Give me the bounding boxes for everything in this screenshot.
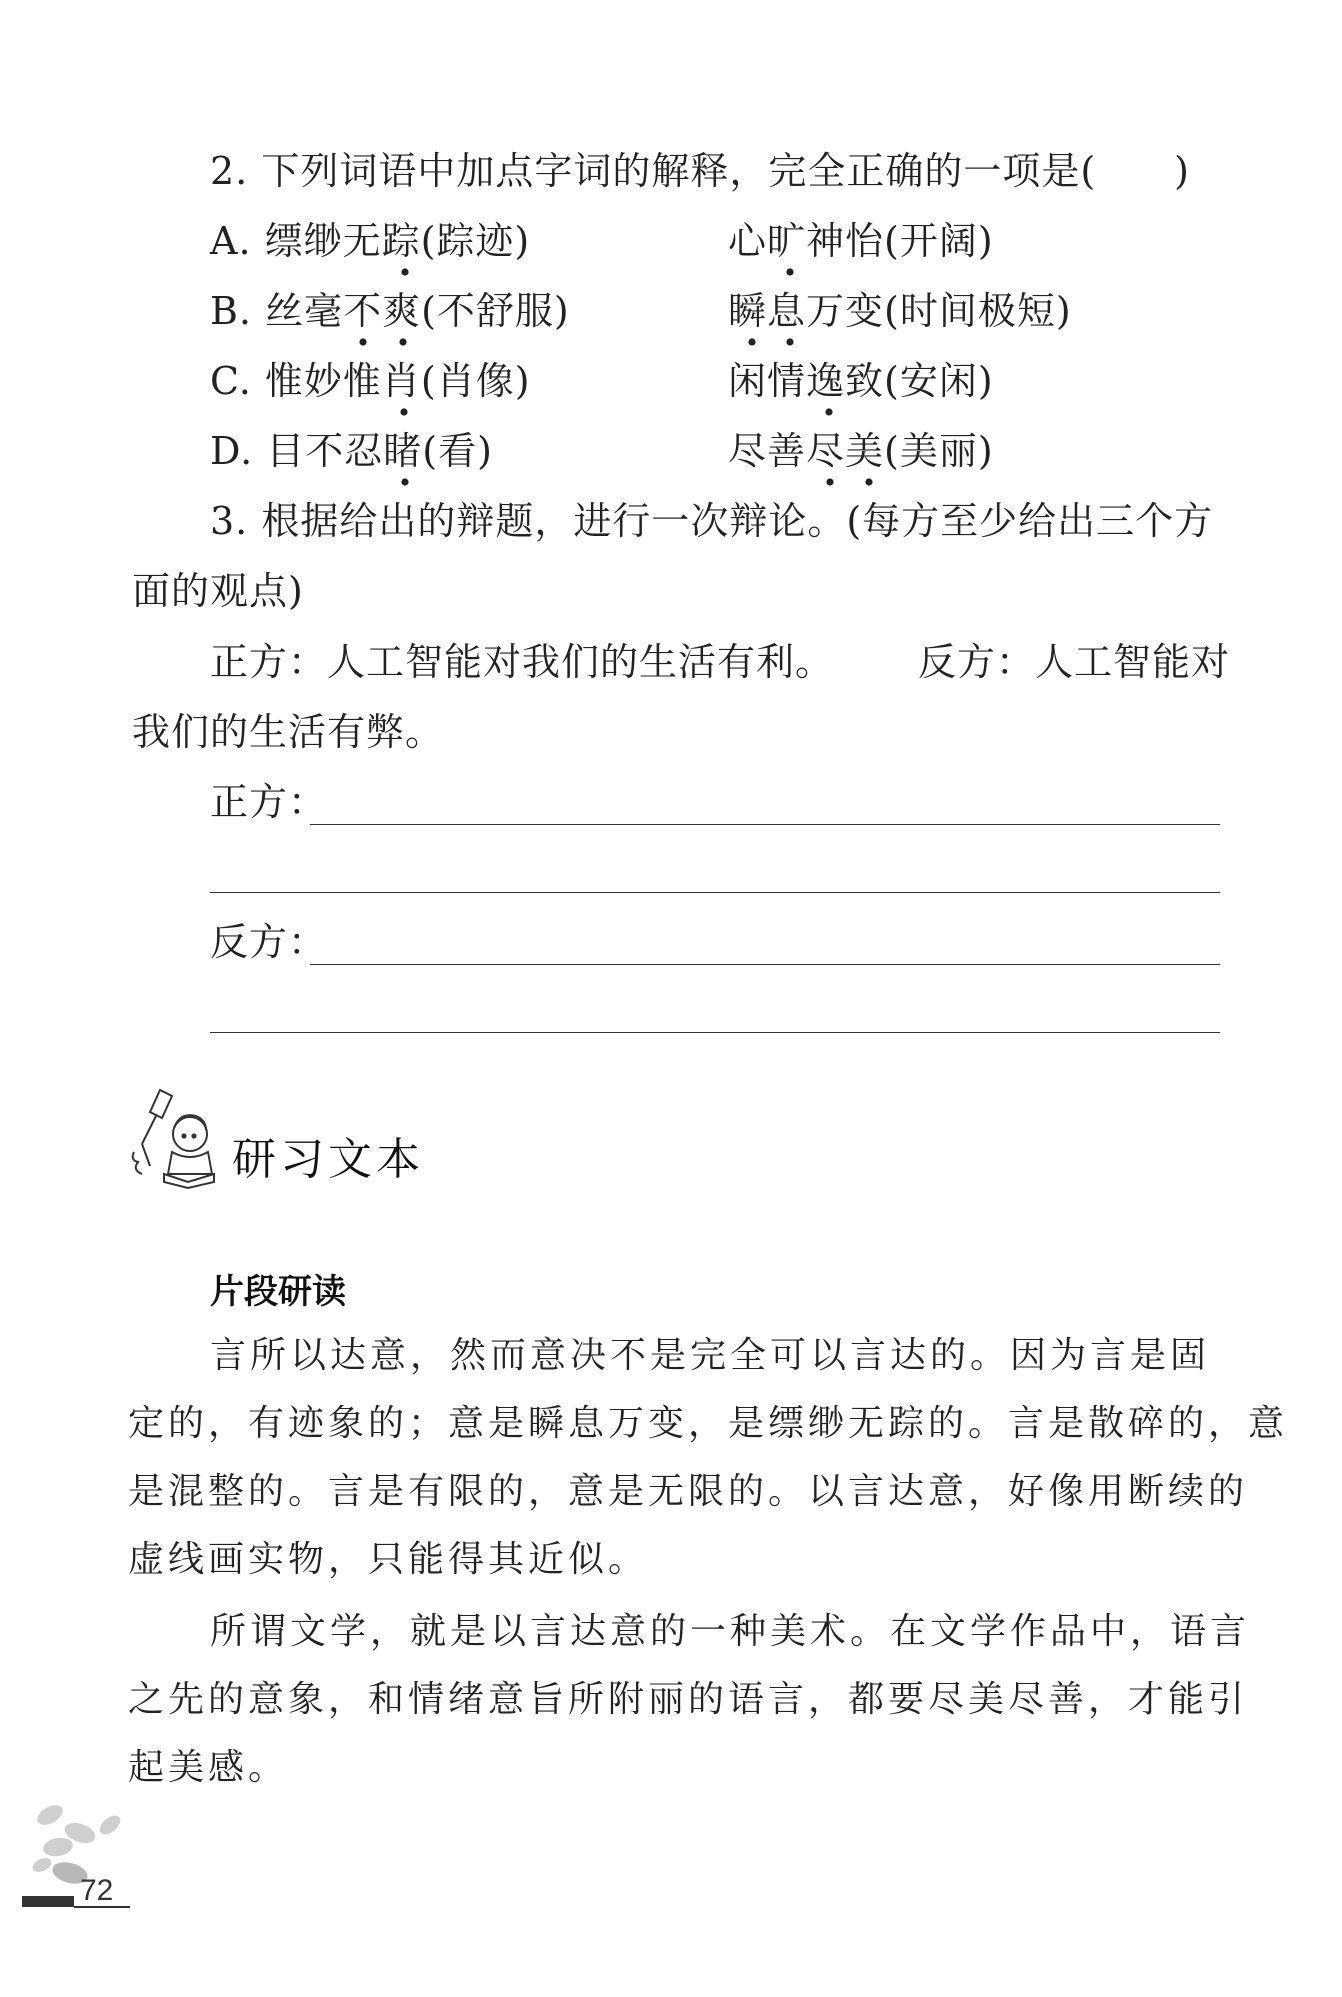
option-d-left: D. 目不忍睹(看) (210, 429, 493, 473)
section-title: 研习文本 (232, 1134, 424, 1185)
passage-line: 虚线画实物，只能得其近似。 (128, 1539, 649, 1580)
emphasis-dot (865, 478, 872, 485)
emphasis-dot (401, 478, 408, 485)
option-c-left: C. 惟妙惟肖(肖像) (210, 359, 531, 403)
emphasis-dot (359, 338, 366, 345)
pro-label: 正方： (210, 780, 328, 824)
emphasis-dots (0, 0, 1342, 520)
motion-pro: 正方：人工智能对我们的生活有利。 (210, 640, 835, 684)
page-number: 72 (80, 1874, 114, 1907)
emphasis-dot (786, 268, 793, 275)
emphasis-dot (826, 478, 833, 485)
emphasis-dot (401, 268, 408, 275)
option-a-left: A. 缥缈无踪(踪迹) (210, 219, 531, 263)
passage-line: 起美感。 (128, 1747, 289, 1788)
con-label: 反方： (210, 920, 328, 964)
passage-line: 言所以达意，然而意决不是完全可以言达的。因为言是固 (210, 1335, 1211, 1376)
question-2-stem: 2. 下列词语中加点字词的解释，完全正确的一项是( ) (210, 149, 1190, 193)
passage-line: 定的，有迹象的；意是瞬息万变，是缥缈无踪的。言是散碎的，意 (128, 1403, 1289, 1444)
emphasis-dot (786, 338, 793, 345)
emphasis-dot (825, 408, 832, 415)
option-c-right: 闲情逸致(安闲) (728, 359, 994, 403)
motion-line2: 我们的生活有弊。 (132, 710, 445, 754)
emphasis-dot (748, 338, 755, 345)
motion-con: 反方：人工智能对 (918, 640, 1231, 684)
option-b-right: 瞬息万变(时间极短) (728, 289, 1072, 333)
passage-line: 是混整的。言是有限的，意是无限的。以言达意，好像用断续的 (128, 1471, 1249, 1512)
passage-subtitle: 片段研读 (210, 1272, 346, 1312)
question-3-stem-line2: 面的观点) (132, 569, 304, 613)
emphasis-dot (399, 338, 406, 345)
passage-line: 所谓文学，就是以言达意的一种美术。在文学作品中，语言 (210, 1611, 1251, 1652)
con-answer-line-1[interactable] (310, 964, 1220, 965)
option-b-left: B. 丝毫不爽(不舒服) (210, 289, 570, 333)
question-3-stem-line1: 3. 根据给出的辩题，进行一次辩论。(每方至少给出三个方 (210, 499, 1214, 543)
pro-answer-line-2[interactable] (210, 892, 1220, 893)
option-a-right: 心旷神怡(开阔) (728, 219, 994, 263)
pro-answer-line-1[interactable] (310, 824, 1220, 825)
option-d-right: 尽善尽美(美丽) (728, 429, 994, 473)
emphasis-dot (400, 408, 407, 415)
page-number-bar (22, 1896, 74, 1907)
passage-line: 之先的意象，和情绪意旨所附丽的语言，都要尽美尽善，才能引 (128, 1679, 1249, 1720)
reading-child-icon (128, 1082, 228, 1192)
con-answer-line-2[interactable] (210, 1032, 1220, 1033)
